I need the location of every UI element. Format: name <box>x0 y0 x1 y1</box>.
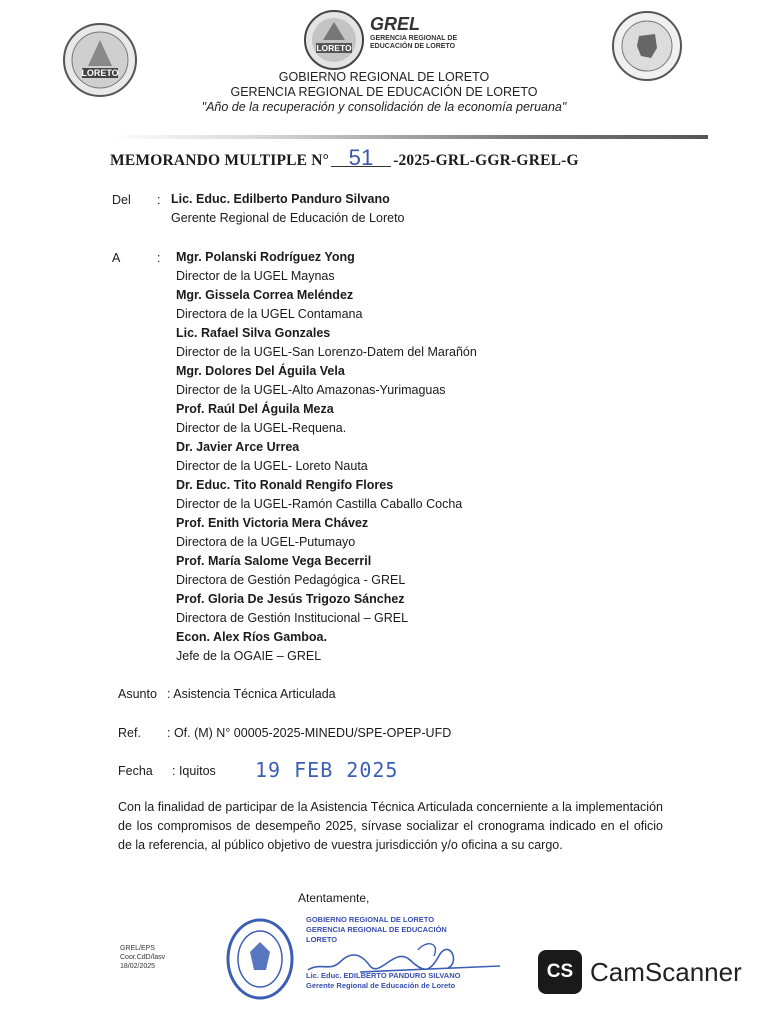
recipient-name: Prof. María Salome Vega Becerril <box>176 554 372 568</box>
date-stamp: 19 FEB 2025 <box>255 758 399 782</box>
recipient-list <box>176 248 477 666</box>
body-paragraph: Con la finalidad de participar de la Asistencia Técnica Articulada concerniente a la implementación de los compromisos de desempeño 2025, sírvase socializar el cronograma indicado en el oficio de la referencia, al público objetivo de vuestra jurisdicción y/o oficina a su cargo. <box>118 800 663 852</box>
official-seal <box>226 918 294 1000</box>
header-divider <box>110 135 708 139</box>
recipient-name: Prof. Gloria De Jesús Trigozo Sánchez <box>176 592 405 606</box>
signature <box>300 932 510 980</box>
header-text <box>0 70 768 115</box>
del-name: Lic. Educ. Edilberto Panduro Silvano <box>171 192 390 206</box>
memo-prefix: MEMORANDO MULTIPLE N° <box>110 152 330 169</box>
recipient-role: Director de la UGEL Maynas <box>176 269 335 283</box>
recipient-role: Director de la UGEL-Requena. <box>176 421 347 435</box>
recipient-name: Mgr. Polanski Rodríguez Yong <box>176 250 355 264</box>
recipient-role: Director de la UGEL-Alto Amazonas-Yurimaguas <box>176 383 446 397</box>
asunto-value: : Asistencia Técnica Articulada <box>167 687 336 701</box>
closing: Atentamente, <box>298 891 370 905</box>
recipient-role: Director de la UGEL-San Lorenzo-Datem del Marañón <box>176 345 477 359</box>
fecha-place: : Iquitos <box>172 764 216 778</box>
recipient-role: Directora de la UGEL-Putumayo <box>176 535 356 549</box>
recipient-name: Dr. Educ. Tito Ronald Rengifo Flores <box>176 478 394 492</box>
recipient-role: Jefe de la OGAIE – GREL <box>176 649 322 663</box>
a-label: A <box>112 251 121 265</box>
recipient-name: Mgr. Dolores Del Águila Vela <box>176 364 345 378</box>
recipient-role: Directora de Gestión Pedagógica - GREL <box>176 573 406 587</box>
memo-number: 51 <box>331 150 391 167</box>
stamp-line-1: GOBIERNO REGIONAL DE LORETO <box>306 915 435 924</box>
recipient-name: Dr. Javier Arce Urrea <box>176 440 300 454</box>
asunto-label: Asunto <box>118 687 157 701</box>
grel-logo <box>303 10 365 70</box>
fecha-label: Fecha <box>118 764 153 778</box>
grel-subtitle-line2: EDUCACIÓN DE LORETO <box>370 43 456 50</box>
a-colon: : <box>157 251 161 265</box>
recipient-name: Econ. Alex Ríos Gamboa. <box>176 630 327 644</box>
del-label: Del <box>112 193 131 207</box>
del-block <box>171 190 405 228</box>
grel-logo-text: LORETO <box>316 43 352 53</box>
header-line-3: "Año de la recuperación y consolidación de la economía peruana" <box>201 100 567 114</box>
initials-line-2: Coor.CdD/lasv <box>120 954 166 961</box>
initials-block <box>120 944 165 971</box>
initials-line-3: 18/02/2025 <box>120 963 156 970</box>
ref-value: : Of. (M) N° 00005-2025-MINEDU/SPE-OPEP-UFD <box>167 726 452 740</box>
memo-suffix: -2025-GRL-GGR-GREL-G <box>393 152 579 169</box>
grel-title: GREL <box>370 14 421 34</box>
stamp-line-4: Gerente Regional de Educación de Loreto <box>306 981 456 990</box>
del-colon: : <box>157 193 161 207</box>
recipient-role: Director de la UGEL-Ramón Castilla Caballo Cocha <box>176 497 463 511</box>
recipient-role: Directora de Gestión Institucional – GREL <box>176 611 409 625</box>
recipient-name: Lic. Rafael Silva Gonzales <box>176 326 331 340</box>
recipient-name: Prof. Enith Victoria Mera Chávez <box>176 516 369 530</box>
camscanner-label: CamScanner <box>590 956 742 987</box>
stamp-line-2: GERENCIA REGIONAL DE EDUCACIÓN LORETO <box>306 925 447 944</box>
recipient-role: Director de la UGEL- Loreto Nauta <box>176 459 368 473</box>
header-line-2: GERENCIA REGIONAL DE EDUCACIÓN DE LORETO <box>230 85 538 99</box>
camscanner-icon: CS <box>538 950 582 994</box>
grel-subtitle-line1: GERENCIA REGIONAL DE <box>370 35 458 42</box>
recipient-name: Prof. Raúl Del Águila Meza <box>176 402 334 416</box>
stamp-line-3: Lic. Educ. EDILBERTO PANDURO SILVANO <box>306 971 461 980</box>
left-seal-text: LORETO <box>81 68 119 78</box>
grel-wordmark <box>370 14 457 51</box>
initials-line-1: GREL/EPS <box>120 945 156 952</box>
header-line-1: GOBIERNO REGIONAL DE LORETO <box>278 70 490 84</box>
recipient-name: Mgr. Gissela Correa Meléndez <box>176 288 354 302</box>
ref-label: Ref. <box>118 726 141 740</box>
recipient-role: Directora de la UGEL Contamana <box>176 307 363 321</box>
del-role: Gerente Regional de Educación de Loreto <box>171 211 405 225</box>
memo-title <box>110 145 579 170</box>
camscanner-watermark <box>538 950 742 994</box>
